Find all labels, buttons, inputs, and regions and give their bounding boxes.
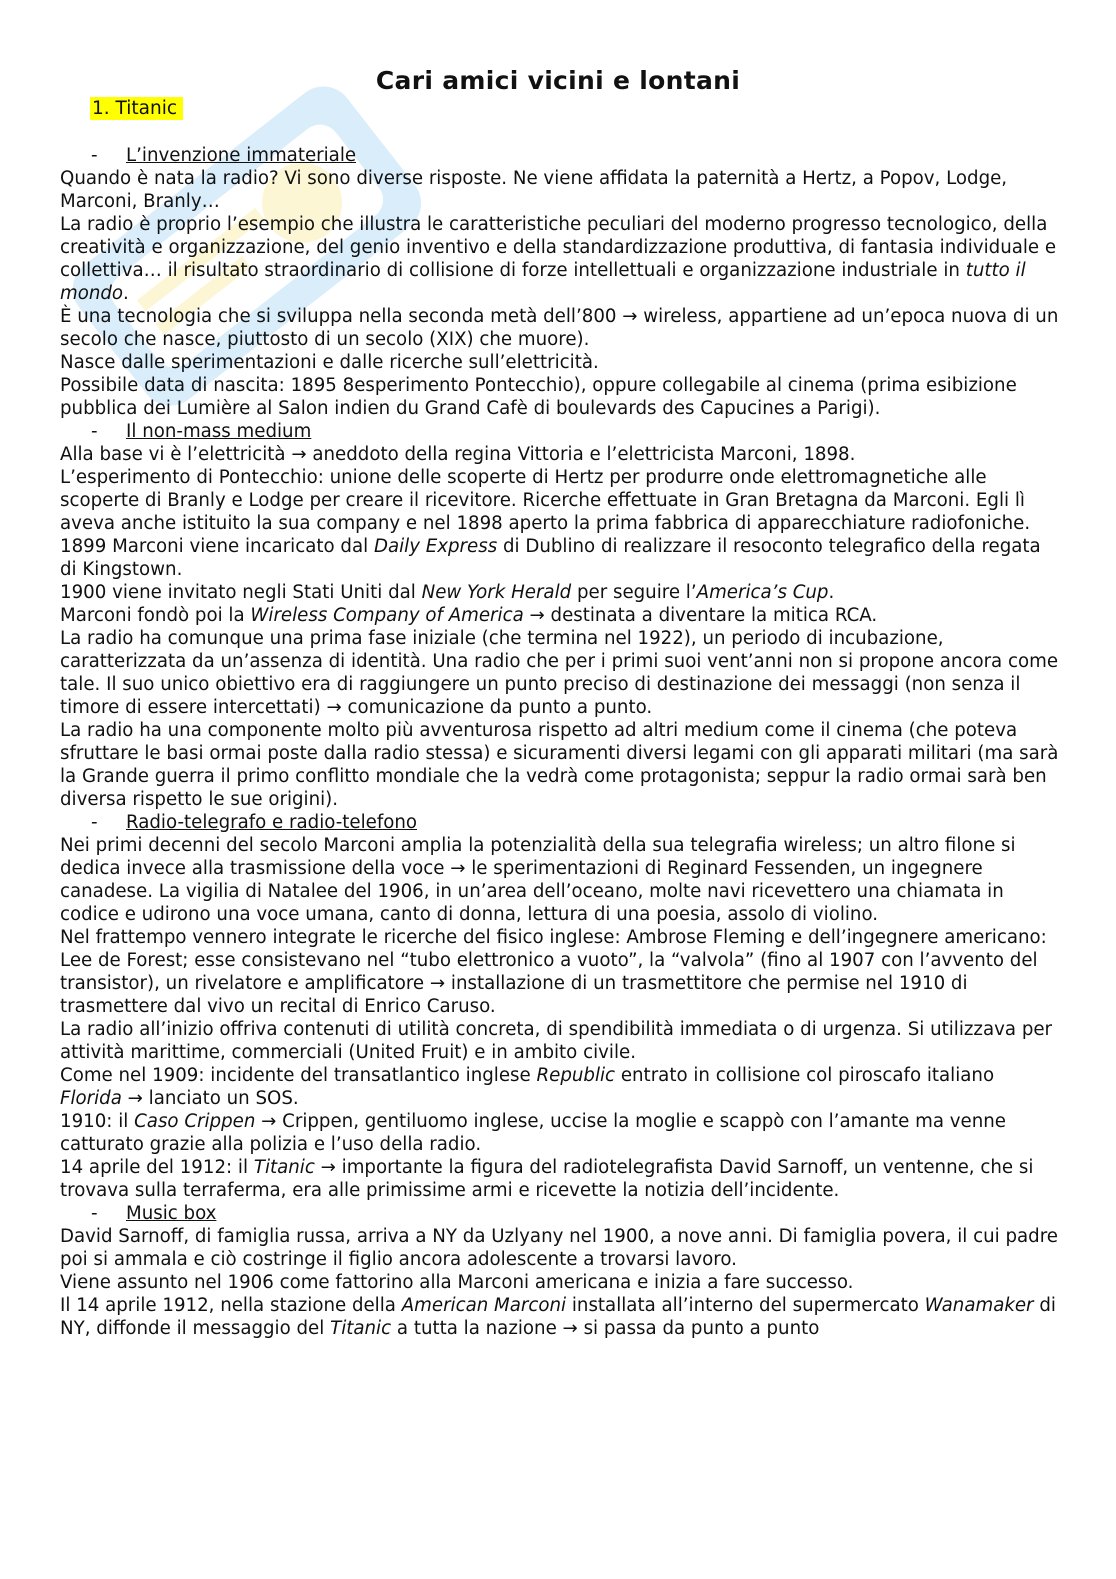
paragraph: Come nel 1909: incidente del transatlantico inglese Republic entrato in collisione col piroscafo italiano Florida → lanciato un SOS. bbox=[60, 1065, 995, 1109]
paragraph: Marconi fondò poi la Wireless Company of America → destinata a diventare la mitica RCA. bbox=[60, 605, 878, 626]
paragraph: Alla base vi è l’elettricità → aneddoto della regina Vittoria e l’elettricista Marconi, 1898. bbox=[60, 444, 856, 465]
chapter-heading: 1. Titanic bbox=[90, 98, 183, 119]
section bbox=[60, 1202, 1060, 1340]
paragraph: La radio ha una componente molto più avventurosa rispetto ad altri medium come il cinema (che poteva sfruttare le basi ormai poste dalla radio stessa) e sicuramenti diversi legami con gli apparati militari (ma sarà la Grande guerra il primo conflitto mondiale che la vedrà come protagonista; seppur la radio ormai sarà ben diversa rispetto le sue origini). bbox=[60, 720, 1059, 810]
paragraph: È una tecnologia che si sviluppa nella seconda metà dell’800 → wireless, appartiene ad un’epoca nuova di un secolo che nasce, piuttosto di un secolo (XIX) che muore). bbox=[60, 306, 1059, 350]
section bbox=[60, 144, 1060, 420]
section-heading: - Radio-telegrafo e radio-telefono bbox=[91, 812, 418, 833]
paragraph: 1910: il Caso Crippen → Crippen, gentiluomo inglese, uccise la moglie e scappò con l’amante ma venne catturato grazie alla polizia e l’uso della radio. bbox=[60, 1111, 1006, 1155]
section bbox=[60, 420, 1060, 811]
paragraph: Possibile data di nascita: 1895 8esperimento Pontecchio), oppure collegabile al cinema (prima esibizione pubblica dei Lumière al Salon indien du Grand Cafè di boulevards des Capucines a Parigi). bbox=[60, 375, 1017, 419]
paragraph: Nel frattempo vennero integrate le ricerche del fisico inglese: Ambrose Fleming e dell’ingegnere americano: Lee de Forest; esse consistevano nel “tubo elettronico a vuoto”, la “valvola” (fino al 1907 con l’avvento del transistor), un rivelatore e amplificatore → installazione di un trasmettitore che permise nel 1910 di trasmettere dal vivo un recital di Enrico Caruso. bbox=[60, 927, 1047, 1017]
document-body bbox=[60, 144, 1060, 1340]
paragraph: Nasce dalle sperimentazioni e dalle ricerche sull’elettricità. bbox=[60, 352, 599, 373]
section-heading: - L’invenzione immateriale bbox=[91, 145, 357, 166]
paragraph: 1899 Marconi viene incaricato dal Daily Express di Dublino di realizzare il resoconto telegrafico della regata di Kingstown. bbox=[60, 536, 1041, 580]
page-title: Cari amici vicini e lontani bbox=[375, 66, 741, 95]
paragraph: Nei primi decenni del secolo Marconi amplia la potenzialità della sua telegrafia wireless; un altro filone si dedica invece alla trasmissione della voce → le sperimentazioni di Reginard Fessenden, un ingegnere canadese. La vigilia di Natalee del 1906, in un’area dell’oceano, molte navi ricevettero una chiamata in codice e udirono una voce umana, canto di donna, lettura di una poesia, assolo di violino. bbox=[60, 835, 1016, 925]
section bbox=[60, 811, 1060, 1202]
paragraph: Il 14 aprile 1912, nella stazione della American Marconi installata all’interno del supermercato Wanamaker di NY, diffonde il messaggio del Titanic a tutta la nazione → si passa da punto a punto bbox=[60, 1295, 1056, 1339]
paragraph: Viene assunto nel 1906 come fattorino alla Marconi americana e inizia a fare successo. bbox=[60, 1272, 854, 1293]
paragraph: David Sarnoff, di famiglia russa, arriva a NY da Uzlyany nel 1900, a nove anni. Di famiglia povera, il cui padre poi si ammala e ciò costringe il figlio ancora adolescente a trovarsi lavoro. bbox=[60, 1226, 1058, 1270]
paragraph: 1900 viene invitato negli Stati Uniti dal New York Herald per seguire l’America’s Cup. bbox=[60, 582, 835, 603]
paragraph: Quando è nata la radio? Vi sono diverse risposte. Ne viene affidata la paternità a Hertz, a Popov, Lodge, Marconi, Branly… bbox=[60, 168, 1008, 212]
section-heading: - Il non-mass medium bbox=[91, 421, 312, 442]
section-heading: - Music box bbox=[91, 1203, 217, 1224]
paragraph: L’esperimento di Pontecchio: unione delle scoperte di Hertz per produrre onde elettromagnetiche alle scoperte di Branly e Lodge per creare il ricevitore. Ricerche effettuate in Gran Bretagna da Marconi. Egli lì aveva anche istituito la sua company e nel 1898 aperto la prima fabbrica di apparecchiature radiofoniche. bbox=[60, 467, 1031, 534]
paragraph: La radio ha comunque una prima fase iniziale (che termina nel 1922), un periodo di incubazione, caratterizzata da un’assenza di identità. Una radio che per i primi suoi vent’anni non si propone ancora come tale. Il suo unico obiettivo era di raggiungere un punto preciso di destinazione dei messaggi (non senza il timore di essere intercettati) → comunicazione da punto a punto. bbox=[60, 628, 1059, 718]
paragraph: La radio è proprio l’esempio che illustra le caratteristiche peculiari del moderno progresso tecnologico, della creatività e organizzazione, del genio inventivo e della standardizzazione produttiva, di fantasia individuale e collettiva… il risultato straordinario di collisione di forze intellettuali e organizzazione industriale in tutto il mondo. bbox=[60, 214, 1057, 304]
paragraph: La radio all’inizio offriva contenuti di utilità concreta, di spendibilità immediata o di urgenza. Si utilizzava per attività marittime, commerciali (United Fruit) e in ambito civile. bbox=[60, 1019, 1053, 1063]
paragraph: 14 aprile del 1912: il Titanic → importante la figura del radiotelegrafista David Sarnoff, un ventenne, che si trovava sulla terraferma, era alle primissime armi e ricevette la notizia dell’incidente. bbox=[60, 1157, 1034, 1201]
